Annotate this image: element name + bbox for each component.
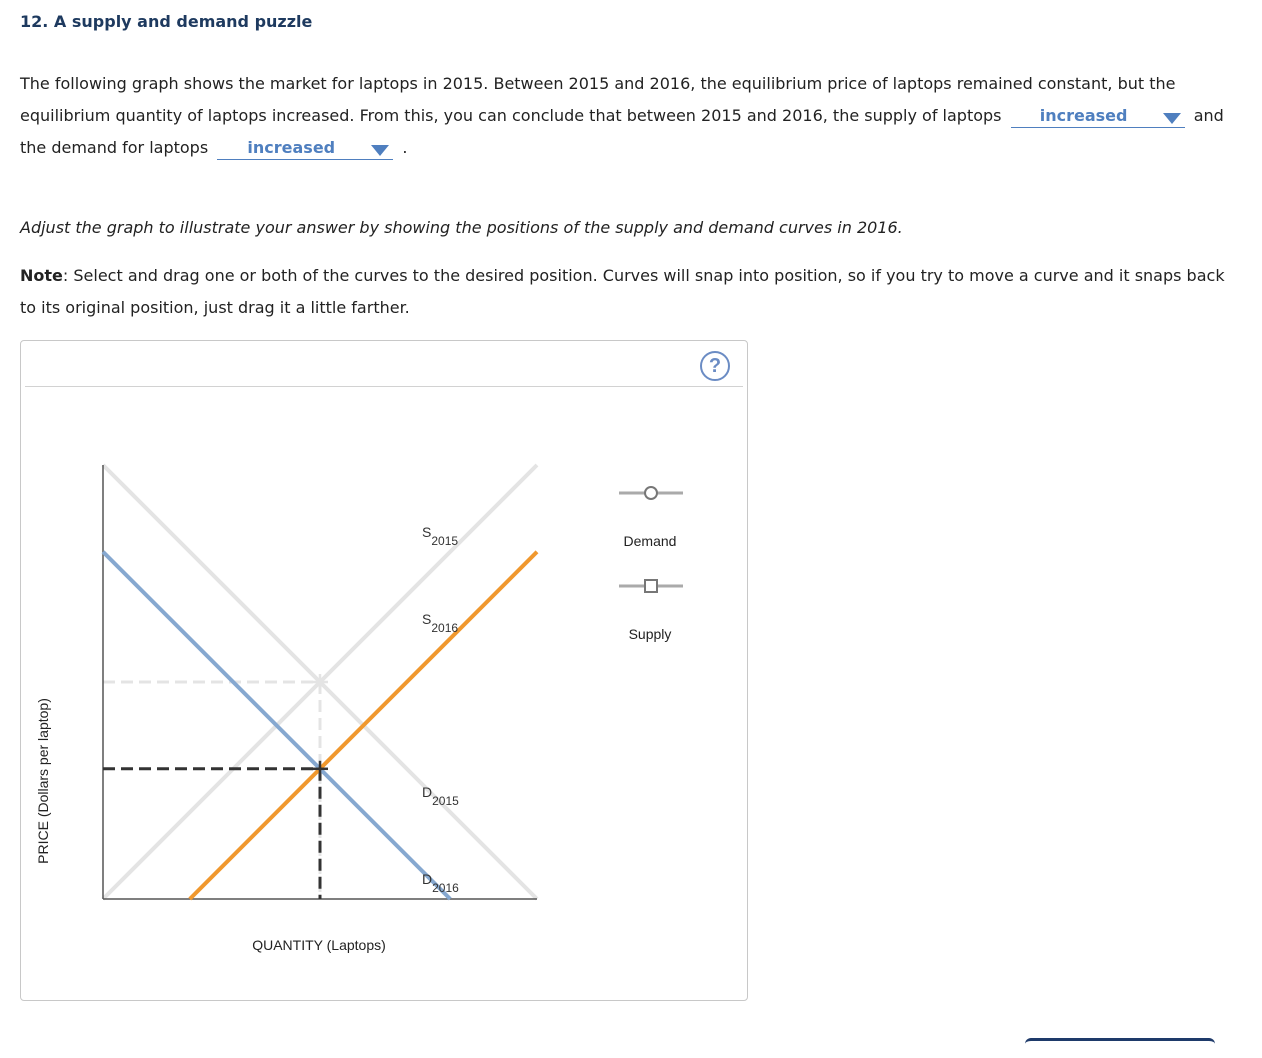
supply-marker-icon	[645, 580, 657, 592]
note-paragraph	[20, 260, 1245, 324]
demand-dropdown-value: increased	[247, 138, 336, 157]
note-text: : Select and drag one or both of the curves to the desired position. Curves will snap into position, so if you try to move a curve and it snaps back to its original position, just drag it a little farther.	[20, 266, 1225, 317]
x-axis-label: QUANTITY (Laptops)	[252, 937, 386, 953]
s2015-label: S2015	[422, 524, 459, 548]
legend-demand[interactable]	[619, 487, 683, 549]
adjust-instruction: Adjust the graph to illustrate your answer by showing the positions of the supply and demand curves in 2016.	[20, 218, 903, 237]
intro-text-1: The following graph shows the market for laptops in 2015. Between 2015 and 2016, the equilibrium price of laptops remained constant, but the equilibrium quantity of laptops increased. From this, you can conclude that between 2015 and 2016, the supply of laptops	[20, 74, 1176, 125]
chevron-down-icon	[1163, 113, 1181, 124]
question-paragraph	[20, 68, 1245, 164]
s2016-label: S2016	[422, 611, 459, 635]
y-axis-label: PRICE (Dollars per laptop)	[35, 698, 51, 864]
legend-supply[interactable]	[619, 580, 683, 642]
legend-demand-label: Demand	[623, 533, 677, 549]
question-title: 12. A supply and demand puzzle	[20, 12, 313, 31]
legend-supply-label: Supply	[628, 626, 672, 642]
help-icon[interactable]: ?	[700, 351, 730, 381]
d2016-label: D2016	[422, 871, 459, 895]
supply-dropdown-value: increased	[1039, 106, 1128, 125]
graph-panel	[20, 340, 748, 1001]
supply-dropdown[interactable]	[1011, 105, 1185, 128]
supply-demand-chart	[21, 341, 749, 1002]
next-button[interactable]	[1025, 1038, 1215, 1058]
d2015-label: D2015	[422, 784, 459, 808]
note-label: Note	[20, 266, 63, 285]
demand-marker-icon	[645, 487, 657, 499]
chevron-down-icon	[371, 145, 389, 156]
demand-dropdown[interactable]	[217, 137, 393, 160]
intro-end: .	[402, 138, 408, 157]
intro-text-2: and the demand for laptops	[20, 106, 1224, 157]
